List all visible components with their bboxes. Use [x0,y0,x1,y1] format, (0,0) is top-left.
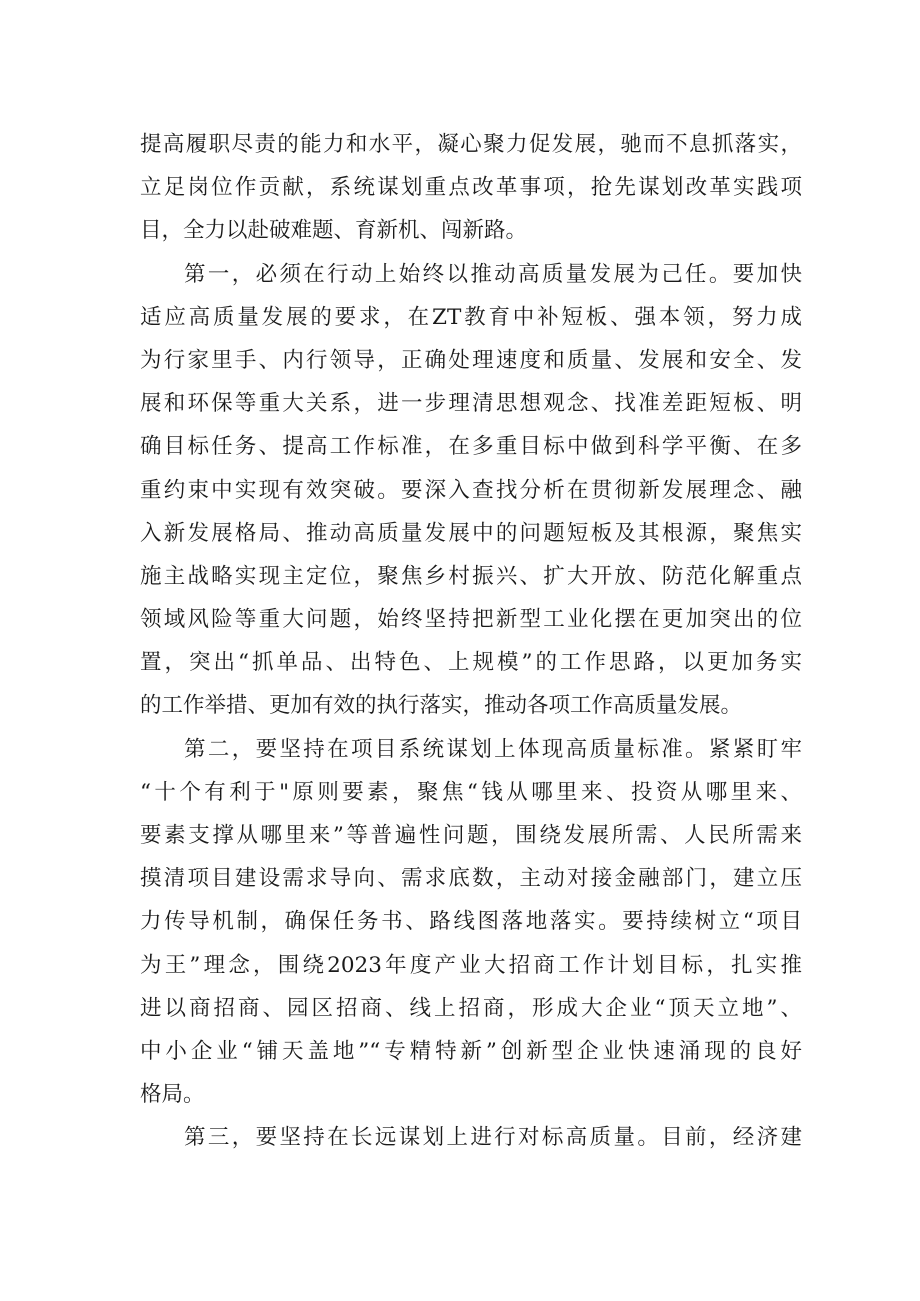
text-line: 进以商招商、园区招商、线上招商，形成大企业“顶天立地”、 [140,995,802,1021]
text-line: 格局。 [140,1082,205,1108]
text-line: 领域风险等重大问题，始终坚持把新型工业化摆在更加突出的位 [140,607,802,633]
text-line: 目，全力以赴破难题、育新机、闯新路。 [140,218,528,244]
paragraph [140,728,802,1117]
text-line: 入新发展格局、推动高质量发展中的问题短板及其根源，聚焦实 [140,520,802,546]
text-line: 适应高质量发展的要求，在ZT教育中补短板、强本领，努力成 [140,304,802,330]
text-line: 展和环保等重大关系，进一步理清思想观念、找准差距短板、明 [140,391,802,417]
text-line: 为行家里手、内行领导，正确处理速度和质量、发展和安全、发 [140,347,802,373]
paragraph [140,1116,802,1159]
text-line: 施主战略实现主定位，聚焦乡村振兴、扩大开放、防范化解重点 [140,563,802,589]
text-line: 第二，要坚持在项目系统谋划上体现高质量标准。紧紧盯牢 [184,736,802,762]
paragraph [140,253,802,728]
paragraph [140,123,802,253]
text-line: 提高履职尽责的能力和水平，凝心聚力促发展，驰而不息抓落实， [140,132,802,157]
text-line: 摸清项目建设需求导向、需求底数，主动对接金融部门，建立压 [140,866,802,892]
text-line: 的工作举措、更加有效的执行落实，推动各项工作高质量发展。 [140,693,743,719]
text-line: “十个有利于"原则要素，聚焦“钱从哪里来、投资从哪里来、 [140,779,802,805]
text-line: 置，突出“抓单品、出特色、上规模”的工作思路，以更加务实 [140,650,802,676]
text-line: 重约束中实现有效突破。要深入查找分析在贯彻新发展理念、融 [140,477,802,503]
text-line: 第三，要坚持在长远谋划上进行对标高质量。目前，经济建 [184,1125,802,1151]
text-line: 力传导机制，确保任务书、路线图落地落实。要持续树立“项目 [140,909,802,935]
text-line: 确目标任务、提高工作标准，在多重目标中做到科学平衡、在多 [140,434,802,460]
text-line: 第一，必须在行动上始终以推动高质量发展为己任。要加快 [184,261,802,287]
document-page [140,123,802,1160]
text-line: 要素支撑从哪里来”等普遍性问题，围绕发展所需、人民所需来 [140,823,802,848]
text-line: 中小企业“铺天盖地”“专精特新”创新型企业快速涌现的良好 [140,1038,802,1064]
text-line: 为王”理念，围绕2023年度产业大招商工作计划目标，扎实推 [140,952,802,978]
text-line: 立足岗位作贡献，系统谋划重点改革事项，抢先谋划改革实践项 [140,175,802,201]
